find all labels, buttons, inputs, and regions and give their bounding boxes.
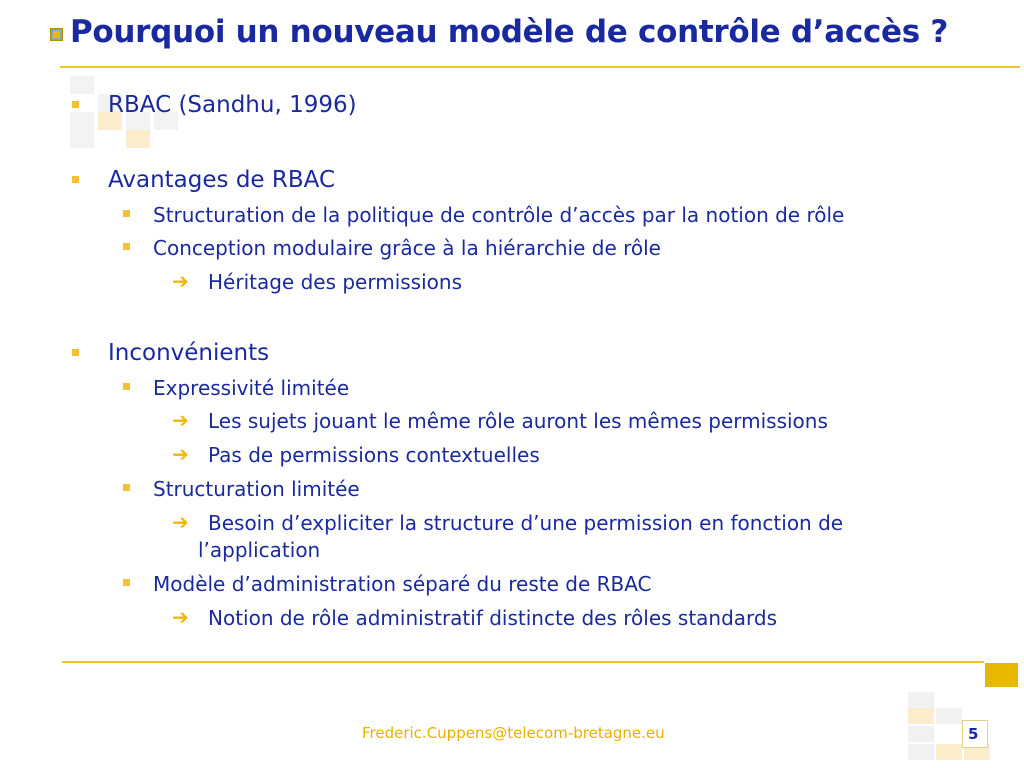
bullet-besoin-line1: Besoin d’expliciter la structure d’une permission en fonction de: [208, 511, 844, 535]
bullet-square-icon: [123, 210, 130, 217]
arrow-right-icon: ➔: [172, 408, 189, 432]
bullet-expressivite: Expressivité limitée: [153, 376, 350, 400]
bullet-square-icon: [123, 243, 130, 250]
bullet-square-icon: [123, 484, 130, 491]
bullet-conception: Conception modulaire grâce à la hiérarchie de rôle: [153, 236, 661, 260]
bullet-square-icon: [72, 176, 79, 183]
title-divider: [60, 66, 1020, 68]
bullet-square-icon: [72, 101, 79, 108]
bullet-rbac: RBAC (Sandhu, 1996): [108, 92, 357, 118]
bullet-modele-administration: Modèle d’administration séparé du reste de RBAC: [153, 572, 652, 596]
bullet-sujets: Les sujets jouant le même rôle auront les mêmes permissions: [208, 409, 828, 433]
arrow-right-icon: ➔: [172, 605, 189, 629]
bullet-contextuelles: Pas de permissions contextuelles: [208, 443, 540, 467]
bullet-inconvenients: Inconvénients: [108, 340, 270, 366]
page-number: 5: [968, 725, 979, 743]
title-bullet-icon: [50, 28, 63, 41]
footer-corner-block: [985, 663, 1018, 687]
bullet-role-administratif: Notion de rôle administratif distincte des rôles standards: [208, 606, 778, 630]
slide-title: Pourquoi un nouveau modèle de contrôle d’accès ?: [70, 14, 949, 50]
arrow-right-icon: ➔: [172, 269, 189, 293]
bullet-structuration-limitee: Structuration limitée: [153, 477, 360, 501]
bullet-besoin-line2: l’application: [198, 538, 321, 562]
bullet-square-icon: [72, 349, 79, 356]
bullet-avantages: Avantages de RBAC: [108, 167, 336, 193]
arrow-right-icon: ➔: [172, 510, 189, 534]
arrow-right-icon: ➔: [172, 442, 189, 466]
bullet-structuration: Structuration de la politique de contrôle d’accès par la notion de rôle: [153, 203, 845, 227]
bullet-square-icon: [123, 579, 130, 586]
footer-divider: [62, 661, 984, 663]
bullet-heritage: Héritage des permissions: [208, 270, 462, 294]
footer-email: Frederic.Cuppens@telecom-bretagne.eu: [362, 724, 665, 742]
bullet-square-icon: [123, 383, 130, 390]
